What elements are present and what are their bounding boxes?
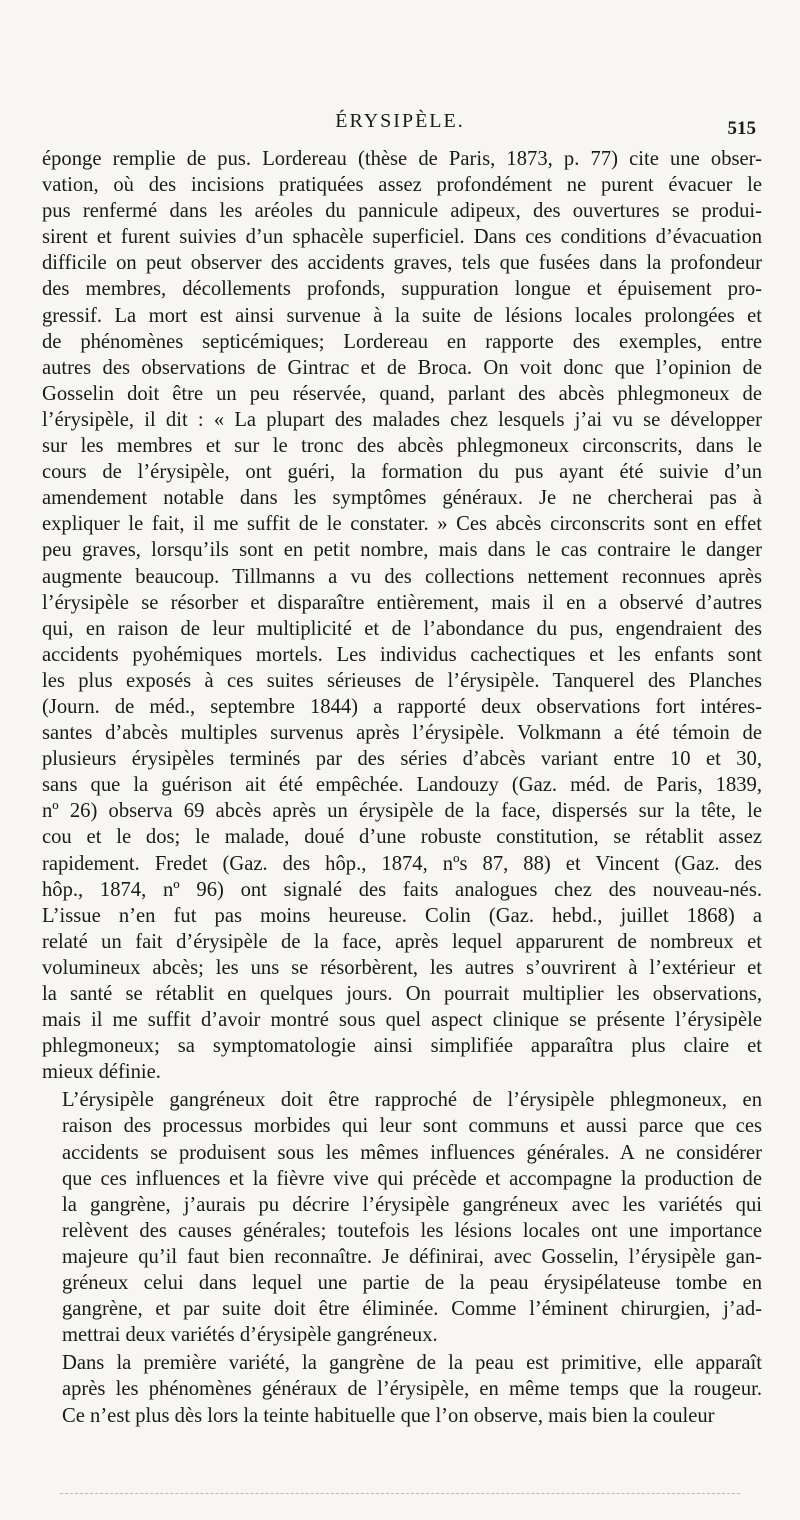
text-line: relaté un fait d’érysipèle de la face, après lequel apparurent de nombreux et [42, 930, 762, 953]
text-line: relèvent des causes générales; toutefois les lésions locales ont une importance [62, 1219, 762, 1242]
text-line: accidents se produisent sous les mêmes influences générales. A ne considérer [62, 1141, 762, 1164]
text-line: pus renfermé dans les aréoles du pannicule adipeux, des ouvertures se produi- [42, 200, 762, 223]
text-line: mettrai deux variétés d’érysipèle gangréneux. [62, 1324, 438, 1347]
text-line: les plus exposés à ces suites sérieuses de l’érysipèle. Tanquerel des Planches [42, 669, 762, 692]
text-line: L’issue n’en fut pas moins heureuse. Colin (Gaz. hebd., juillet 1868) a [42, 904, 762, 927]
text-line: accidents pyohémiques mortels. Les individus cachectiques et les enfants sont [42, 643, 762, 666]
text-line: (Journ. de méd., septembre 1844) a rapporté deux observations fort intéres- [42, 695, 762, 718]
text-line: expliquer le fait, il me suffit de le constater. » Ces abcès circonscrits sont en effet [42, 513, 762, 536]
text-line: gangrène, et par suite doit être éliminée. Comme l’éminent chirurgien, j’ad- [62, 1298, 762, 1321]
text-line: peu graves, lorsqu’ils sont en petit nombre, mais dans le cas contraire le danger [42, 539, 762, 562]
text-line: cou et le dos; le malade, doué d’une robuste constitution, se rétablit assez [42, 826, 762, 849]
text-line: après les phénomènes généraux de l’érysipèle, en même temps que la rougeur. [62, 1378, 762, 1401]
text-line: que ces influences et la fièvre vive qui précède et accompagne la production de [62, 1167, 762, 1190]
text-line: éponge remplie de pus. Lordereau (thèse de Paris, 1873, p. 77) cite une obser- [42, 148, 762, 170]
text-line: santes d’abcès multiples survenus après l’érysipèle. Volkmann a été témoin de [42, 722, 762, 745]
text-line: cours de l’érysipèle, ont guéri, la formation du pus ayant été suivie d’un [42, 461, 762, 484]
text-line: nº 26) observa 69 abcès après un érysipèle de la face, dispersés sur la tête, le [42, 800, 762, 823]
text-line: la gangrène, j’aurais pu décrire l’érysipèle gangréneux avec les variétés qui [62, 1193, 762, 1216]
bottom-edge-rule [60, 1493, 740, 1494]
paragraph [42, 1350, 762, 1428]
paragraph [42, 146, 762, 1085]
text-line: mais il me suffit d’avoir montré sous quel aspect clinique se présente l’érysipèle [42, 1009, 762, 1032]
text-line: qui, en raison de leur multiplicité et de l’abondance du pus, engendraient des [42, 617, 762, 640]
page-header [0, 96, 800, 139]
text-line: des membres, décollements profonds, suppuration longue et épuisement pro- [42, 278, 762, 301]
paragraph [42, 1087, 762, 1348]
text-line: plusieurs érysipèles terminés par des séries d’abcès variant entre 10 et 30, [42, 748, 762, 771]
running-head: ÉRYSIPÈLE. [335, 110, 465, 132]
text-line: hôp., 1874, nº 96) ont signalé des faits analogues chez des nouveau-nés. [42, 878, 762, 901]
text-line: l’érysipèle, il dit : « La plupart des malades chez lesquels j’ai vu se développer [42, 408, 762, 431]
text-line: augmente beaucoup. Tillmanns a vu des collections nettement reconnues après [42, 565, 762, 588]
text-line: raison des processus morbides qui leur sont communs et aussi parce que ces [62, 1115, 762, 1138]
text-line: gressif. La mort est ainsi survenue à la suite de lésions locales prolongées et [42, 304, 762, 327]
text-line: rapidement. Fredet (Gaz. des hôp., 1874, nºs 87, 88) et Vincent (Gaz. des [42, 852, 762, 875]
text-line: sirent et furent suivies d’un sphacèle superficiel. Dans ces conditions d’évacuation [42, 226, 762, 249]
text-line: Ce n’est plus dès lors la teinte habituelle que l’on observe, mais bien la couleur [62, 1404, 715, 1427]
text-line: vation, où des incisions pratiquées assez profondément ne purent évacuer le [42, 174, 762, 197]
text-line: Dans la première variété, la gangrène de la peau est primitive, elle apparaît [62, 1352, 762, 1375]
text-line: sans que la guérison ait été empêchée. Landouzy (Gaz. méd. de Paris, 1839, [42, 774, 762, 797]
text-line: sur les membres et sur le tronc des abcès phlegmoneux circonscrits, dans le [42, 435, 762, 458]
text-line: la santé se rétablit en quelques jours. On pourrait multiplier les observations, [42, 983, 762, 1005]
text-line: volumineux abcès; les uns se résorbèrent, les autres s’ouvrirent à l’extérieur et [42, 956, 762, 979]
text-line: l’érysipèle se résorber et disparaître entièrement, mais il en a observé d’autres [42, 591, 762, 614]
text-line: autres des observations de Gintrac et de Broca. On voit donc que l’opinion de [42, 356, 762, 379]
text-line: gréneux celui dans lequel une partie de la peau érysipélateuse tombe en [62, 1272, 762, 1295]
body-text [42, 146, 762, 1429]
text-line: L’érysipèle gangréneux doit être rapproché de l’érysipèle phlegmoneux, en [62, 1089, 762, 1112]
text-line: phlegmoneux; sa symptomatologie ainsi simplifiée apparaîtra plus claire et [42, 1035, 762, 1058]
text-line: de phénomènes septicémiques; Lordereau en rapporte des exemples, entre [42, 330, 762, 353]
text-line: Gosselin doit être un peu réservée, quand, parlant des abcès phlegmoneux de [42, 382, 762, 405]
page-number: 515 [727, 118, 756, 139]
text-line: mieux définie. [42, 1061, 161, 1084]
text-line: majeure qu’il faut bien reconnaître. Je définirai, avec Gosselin, l’érysipèle gan- [62, 1245, 762, 1268]
text-line: amendement notable dans les symptômes généraux. Je ne chercherai pas à [42, 487, 762, 510]
text-line: difficile on peut observer des accidents graves, tels que fusées dans la profondeur [42, 252, 762, 275]
